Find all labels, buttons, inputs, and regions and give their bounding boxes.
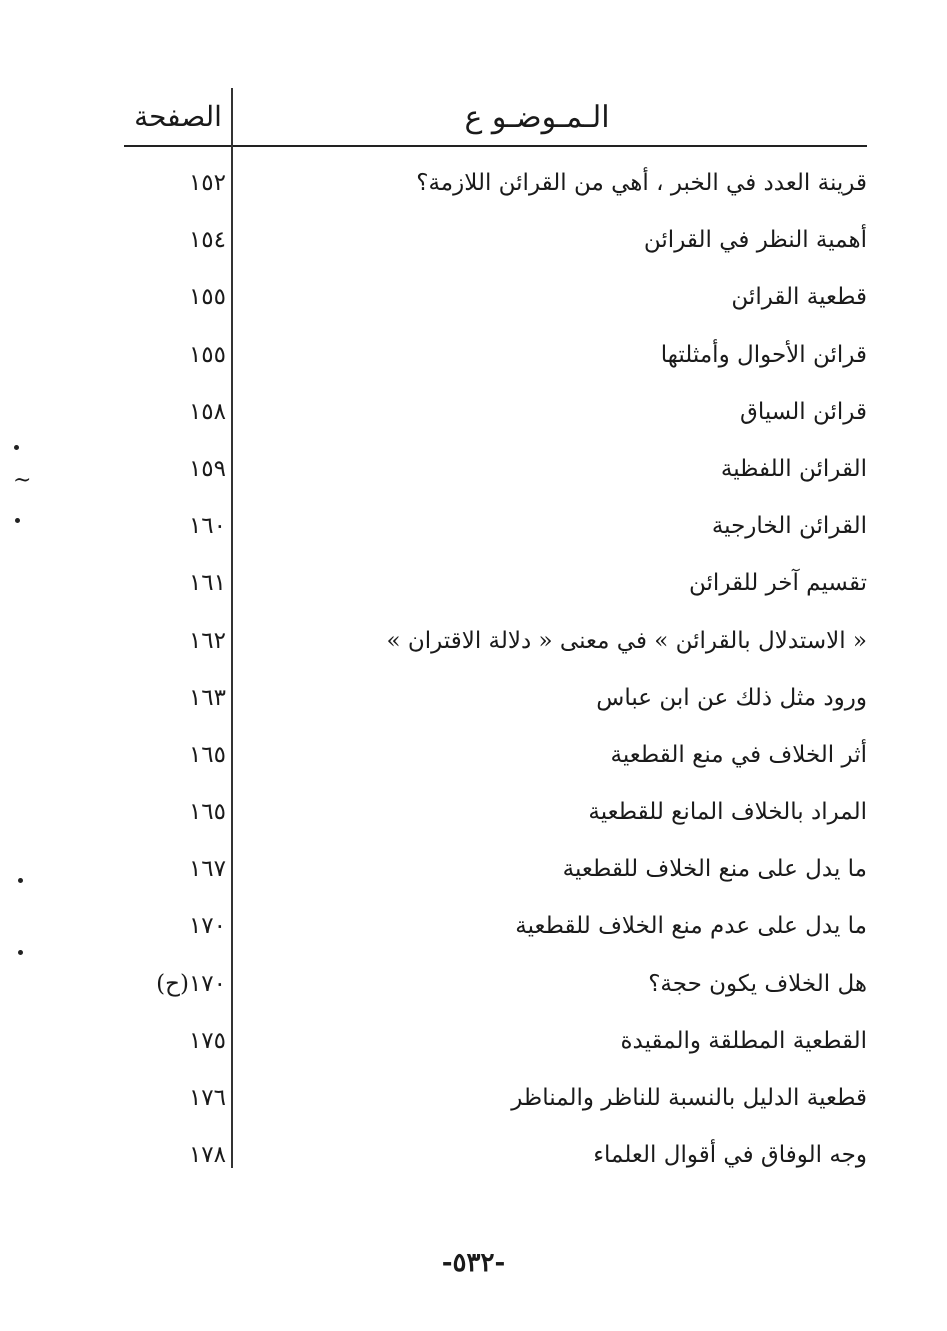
- toc-entry: [0, 444, 947, 501]
- toc-entry: [0, 272, 947, 329]
- scan-speck: [14, 445, 19, 450]
- scan-speck: ~: [13, 468, 32, 493]
- entry-title: ما يدل على عدم منع الخلاف للقطعية: [515, 913, 867, 940]
- toc-entry: [0, 330, 947, 387]
- toc-entry: [0, 501, 947, 558]
- scan-speck: [18, 878, 23, 883]
- entry-title: « الاستدلال بالقرائن » في معنى « دلالة الاقتران »: [386, 627, 867, 654]
- toc-entry: [0, 1073, 947, 1130]
- entry-title: ورود مثل ذلك عن ابن عباس: [596, 684, 867, 711]
- entry-page: ١٥٩: [188, 455, 226, 482]
- entry-page: ١٦١: [188, 570, 226, 597]
- page-number: -٥٣٢-: [441, 1248, 506, 1278]
- toc-entry: [0, 901, 947, 958]
- entry-page: ١٧٠: [188, 913, 226, 940]
- toc-entry: [0, 1130, 947, 1187]
- entry-page: ١٥٤: [188, 227, 226, 254]
- entry-page: ١٥٥: [188, 284, 226, 311]
- entry-title: وجه الوفاق في أقوال العلماء: [593, 1142, 867, 1169]
- entry-page: ١٦٠: [188, 513, 226, 540]
- entry-title: قرائن الأحوال وأمثلتها: [660, 341, 867, 368]
- entry-title: قرائن السياق: [739, 398, 867, 425]
- toc-entry: [0, 1016, 947, 1073]
- entry-title: ما يدل على منع الخلاف للقطعية: [562, 856, 867, 883]
- entry-page: ١٦٣: [188, 684, 226, 711]
- page-column-header: الصفحة: [134, 100, 222, 133]
- toc-entry: [0, 616, 947, 673]
- topic-column-header: الـمـوضـو ع: [464, 100, 610, 135]
- toc-entry: [0, 730, 947, 787]
- toc-entry: [0, 787, 947, 844]
- entry-page: ١٧٦: [188, 1085, 226, 1111]
- entry-title: أهمية النظر في القرائن: [643, 227, 867, 254]
- entry-page: ١٥٥: [188, 341, 226, 368]
- entry-title: قرينة العدد في الخبر ، أهي من القرائن اللازمة؟: [416, 170, 867, 196]
- entry-title: تقسيم آخر للقرائن: [689, 570, 867, 597]
- entry-page: ١٧٨: [188, 1142, 226, 1169]
- table-of-contents: [0, 158, 947, 1187]
- entry-page: ١٧٠(ح): [156, 970, 226, 997]
- toc-entry: [0, 959, 947, 1016]
- entry-title: المراد بالخلاف المانع للقطعية: [588, 799, 867, 826]
- toc-entry: [0, 158, 947, 215]
- entry-page: ١٥٨: [188, 398, 226, 425]
- toc-entry: [0, 673, 947, 730]
- entry-page: ١٦٢: [188, 627, 226, 654]
- toc-entry: [0, 215, 947, 272]
- toc-entry: [0, 844, 947, 901]
- toc-entry: [0, 558, 947, 615]
- entry-title: أثر الخلاف في منع القطعية: [610, 741, 867, 768]
- entry-title: قطعية الدليل بالنسبة للناظر والمناظر: [511, 1085, 867, 1111]
- entry-page: ١٧٥: [188, 1027, 226, 1054]
- entry-title: القطعية المطلقة والمقيدة: [620, 1027, 867, 1054]
- entry-title: القرائن الخارجية: [711, 513, 867, 540]
- scan-speck: [15, 518, 20, 523]
- entry-title: هل الخلاف يكون حجة؟: [648, 970, 867, 997]
- scan-speck: [18, 950, 23, 955]
- entry-page: ١٦٥: [188, 741, 226, 768]
- entry-page: ١٦٥: [188, 799, 226, 826]
- header-divider: [124, 145, 867, 147]
- entry-page: ١٦٧: [188, 856, 226, 883]
- entry-title: قطعية القرائن: [731, 284, 867, 311]
- entry-page: ١٥٢: [188, 170, 226, 196]
- toc-entry: [0, 387, 947, 444]
- entry-title: القرائن اللفظية: [720, 455, 867, 482]
